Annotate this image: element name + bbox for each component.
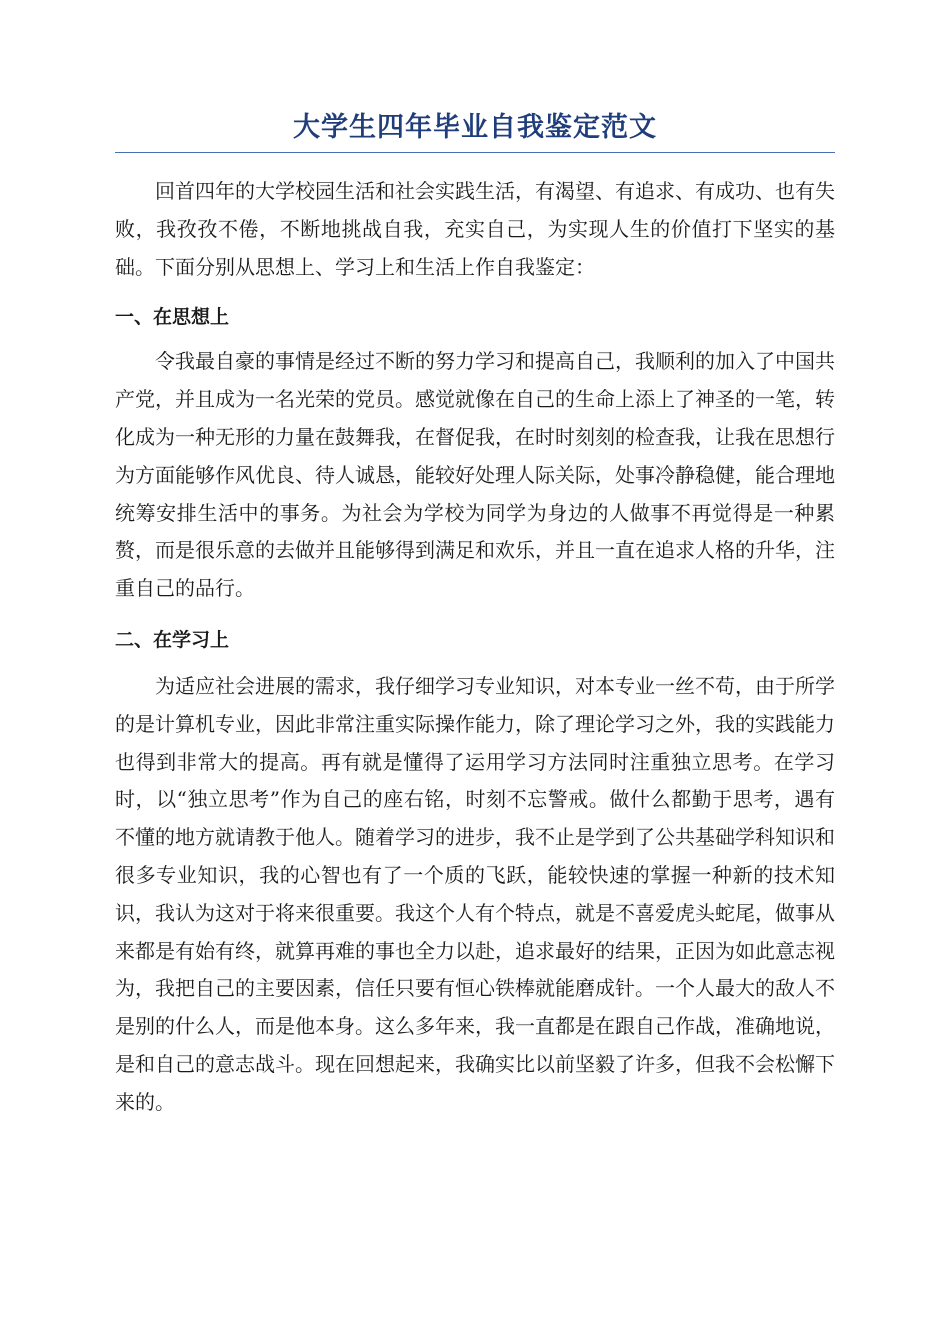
section-body-thought: 令我最自豪的事情是经过不断的努力学习和提高自己，我顺利的加入了中国共产党，并且成为一名光荣的党员。感觉就像在自己的生命上添上了神圣的一笔，转化成为一种无形的力量在鼓舞我，在督促我，在时时刻刻的检查我，让我在思想行为方面能够作风优良、待人诚恳，能较好处理人际关际，处事冷静稳健，能合理地统筹安排生活中的事务。为社会为学校为同学为身边的人做事不再觉得是一种累赘，而是很乐意的去做并且能够得到满足和欢乐，并且一直在追求人格的升华，注重自己的品行。: [115, 349, 835, 601]
document-page: [115, 108, 835, 1122]
section-body-study: 为适应社会进展的需求，我仔细学习专业知识，对本专业一丝不苟，由于所学的是计算机专业，因此非常注重实际操作能力，除了理论学习之外，我的实践能力也得到非常大的提高。再有就是懂得了运用学习方法同时注重独立思考。在学习时，以“独立思考”作为自己的座右铭，时刻不忘警戒。做什么都勤于思考，遇有不懂的地方就请教于他人。随着学习的进步，我不止是学到了公共基础学科知识和很多专业知识，我的心智也有了一个质的飞跃，能较快速的掌握一种新的技术知识，我认为这对于将来很重要。我这个人有个特点，就是不喜爱虎头蛇尾，做事从来都是有始有终，就算再难的事也全力以赴，追求最好的结果，正因为如此意志视为，我把自己的主要因素，信任只要有恒心铁棒就能磨成针。一个人最大的敌人不是别的什么人，而是他本身。这么多年来，我一直都是在跟自己作战，准确地说，是和自己的意志战斗。现在回想起来，我确实比以前坚毅了许多，但我不会松懈下来的。: [115, 673, 835, 1114]
section-heading-study: 二、在学习上: [115, 628, 230, 651]
intro-paragraph: 回首四年的大学校园生活和社会实践生活，有渴望、有追求、有成功、也有失败，我孜孜不倦，不断地挑战自我，充实自己，为实现人生的价值打下坚实的基础。下面分别从思想上、学习上和生活上作自我鉴定：: [115, 179, 835, 279]
document-title: 大学生四年毕业自我鉴定范文: [115, 108, 835, 153]
section-heading-thought: 一、在思想上: [115, 306, 230, 329]
